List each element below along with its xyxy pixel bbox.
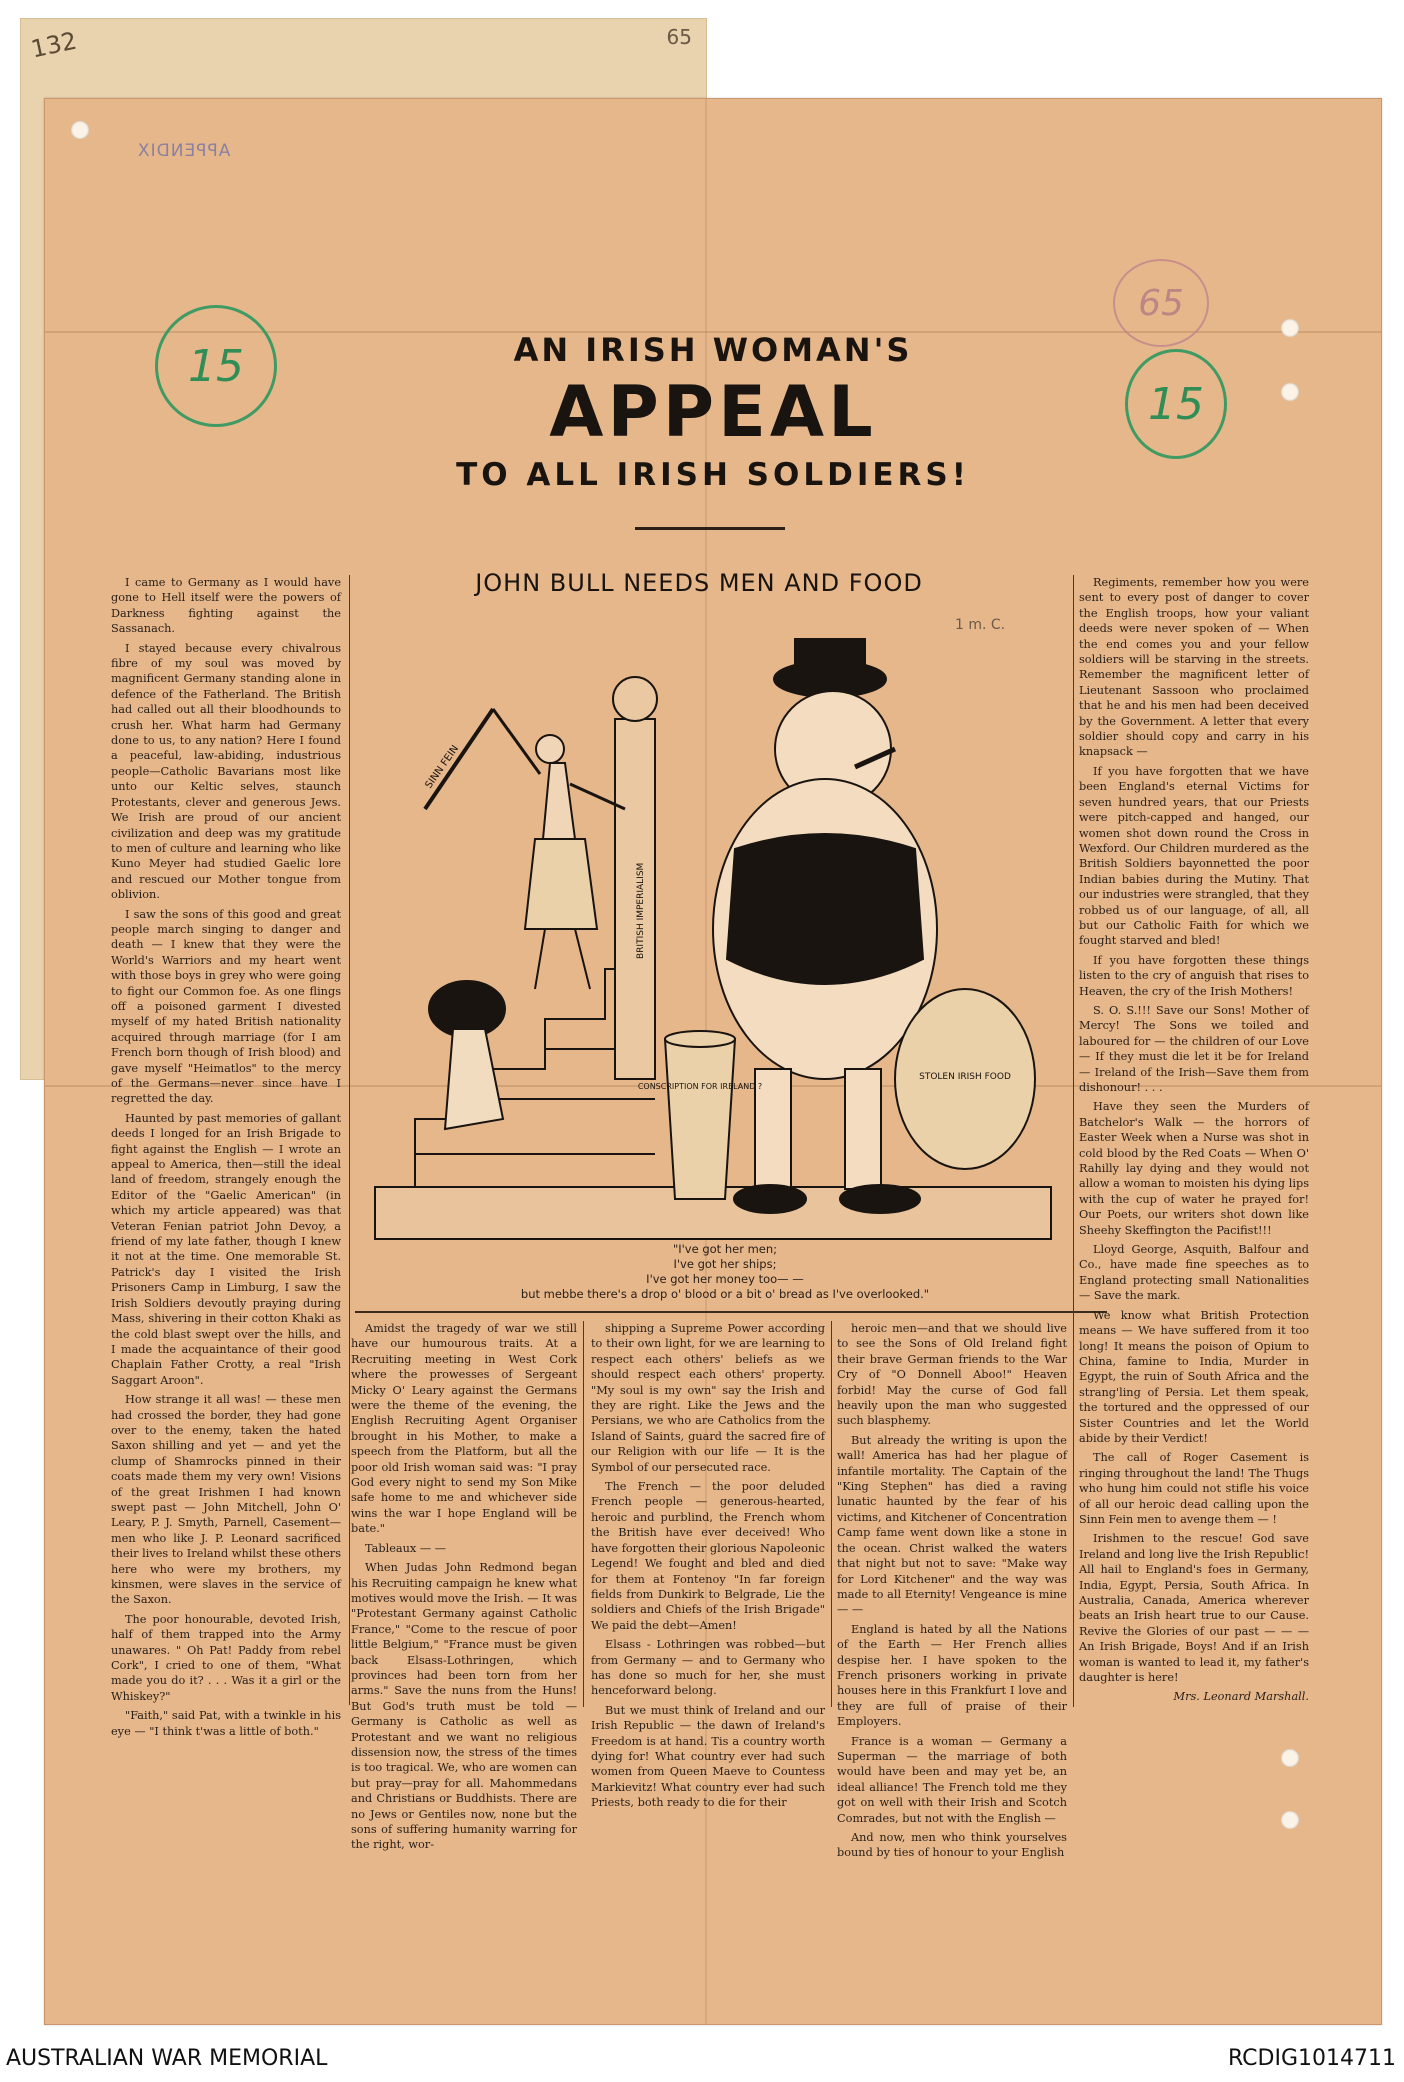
folio-number-left: 132 (28, 26, 80, 64)
paragraph: But already the writing is upon the wall! America has had her plague of infantile mortality. The Captain of the "King Stephen" has died a raving lunatic haunted by the fear of his victims, and Kitchener of Concentration Camp fame went down like a stone in the ocean. Christ walked the waters that night but not to save: "Make way for Lord Kitchener" and the way was made to all Eternity! Vengeance is mine — — (837, 1433, 1067, 1617)
paragraph: We know what British Protection means — We have suffered from it too long! It means the poison of Opium to China, famine to India, Murder in Egypt, the ruin of South Africa and the strang'ling of Persia. Let them speak, the tortured and the oppressed of our Sister Countries and let the World abide by their Verdict! (1079, 1308, 1309, 1445)
paragraph: Irishmen to the rescue! God save Ireland and long live the Irish Republic! All hail to England's foes in Germany, India, Egypt, Persia, South Africa. In Australia, Canada, America wherever beats an Irish heart true to our Cause. Revive the Glories of our past — — — An Irish Brigade, Boys! And if an Irish woman is wanted to lead it, my father's daughter is here! (1079, 1532, 1309, 1685)
paragraph: heroic men—and that we should live to see the Sons of Old Ireland fight their brave German friends to the War Cry of "O Donnell Aboo!" Heaven forbid! May the curse of God fall heavily upon the man who suggested such blasphemy. (837, 1322, 1067, 1428)
skull-top (613, 677, 657, 721)
folio-circle-faint: 65 (1113, 259, 1209, 347)
cartoon-caption (385, 1242, 1065, 1302)
paragraph: Amidst the tragedy of war we still have our humourous traits. At a Recruiting meeting in West Cork where the prowesses of Sergeant Micky O' Leary against the Germans were the theme of the evening, the English Recruiting Agent Organiser brought in his Mother, to make a speech from the Platform, but all the poor old Irish woman said was: "I pray God every night to send my Son Mike safe home to me and whichever side wins the war I hope England will be bate." (351, 1322, 577, 1536)
author-signature: Mrs. Leonard Marshall. (1173, 1690, 1309, 1704)
headline-line-3: TO ALL IRISH SOLDIERS! (456, 457, 970, 493)
paragraph: "Faith," said Pat, with a twinkle in his eye — "I think t'was a little of both." (111, 1709, 341, 1738)
paragraph: shipping a Supreme Power according to their own light, for we are learning to respect each others' beliefs as we should respect each others' property. "My soul is my own" say the Irish and they are right. Like the Jews and the Persians, we who are Catholics from the Island of Saints, guard the sacred fire of our Religion with our life — It is the Symbol of our persecuted race. (591, 1322, 825, 1474)
paragraph: France is a woman — Germany a Superman — the marriage of both would have been and may yet be, an ideal alliance! The French told me they got on well with their Irish and Scotch Comrades, but not with the English — (837, 1734, 1067, 1825)
caption-line: but mebbe there's a drop o' blood or a bit o' bread as I've overlooked." (520, 1287, 930, 1301)
column-rule (349, 575, 350, 1705)
folio-number-right: 65 (666, 25, 692, 49)
woman-dress (525, 839, 597, 929)
paragraph: If you have forgotten that we have been England's eternal Victims for seven hundred years, that our Priests were pitch-capped and hanged, our women shot down round the Cross in Wexford. Our Children murdered as the British Soldiers bayonnetted the poor Indian babies during the Mutiny. That our industries were strangled, that they robbed us of our language, of all, all but our Catholic Faith for which we fought starved and bled! (1079, 764, 1309, 948)
article-column-5 (1079, 575, 1309, 1825)
paragraph: England is hated by all the Nations of the Earth — Her French allies despise her. I have spoken to the French prisoners working in private houses here in this Frankfurt I love and they are full of praise of their Employers. (837, 1622, 1067, 1729)
paragraph: I stayed because every chivalrous fibre of my soul was moved by magnificent Germany standing alone in defence of the Fatherland. The British had called out all their bloodhounds to crush her. What harm had Germany done to us, to any nation? Here I found a peaceful, law-abiding, industrious people—Catholic Bavarians most like unto our Keltic selves, staunch Protestants, clever and generous Jews. We Irish are proud of our ancient civilization and deep was my gratitude to men of culture and learning who like Kuno Meyer had studied Gaelic lore and rescued our Mother tongue from oblivion. (111, 641, 341, 902)
footer-catalogue-id: RCDIG1014711 (1227, 2046, 1396, 2071)
paragraph: When Judas John Redmond began his Recruiting campaign he knew what motives would move the Irish. — It was "Protestant Germany against Catholic France," "Come to the rescue of poor little Belgium," "France must be given back Elsass-Lothringen, which provinces had been torn from her arms." Save the nuns from the Huns! But God's truth must be told — Germany is Catholic as well as Protestant and we want no religious dissension now, the stress of the times is too tragical. We, who are women can but pray—pray for all. Mahommedans and Christians or Buddhists. There are no Jews or Gentiles now, none but the sons of suffering humanity warring for the right, wor- (351, 1561, 577, 1852)
folio-circle-right: 15 (1125, 349, 1227, 459)
headline-line-1: AN IRISH WOMAN'S (513, 331, 913, 369)
paragraph: Lloyd George, Asquith, Balfour and Co., have made fine speeches as to England protecting small Nationalities — Save the mark. (1079, 1243, 1309, 1303)
sack-label: STOLEN IRISH FOOD (919, 1072, 1011, 1082)
headline-appeal: APPEAL (549, 371, 877, 453)
paragraph: I came to Germany as I would have gone to Hell itself were the powers of Darkness fighting against the Sassanach. (111, 576, 341, 636)
paragraph: Haunted by past memories of gallant deeds I longed for an Irish Brigade to fight against the English — I wrote an appeal to America, then—still the ideal land of freedom, strangely enough the Editor of the "Gaelic American" (in which my article appeared) was that Veteran Fenian patriot John Devoy, a friend of my late father, though I knew it not at the time. One memorable St. Patrick's day I visited the Irish Prisoners Camp in Limburg, I saw the Irish Soldiers devoutly praying during Mass, shivering in their cotton Khaki as the cold blast swept over the hills, and I made the acquaintance of their good Chaplain Father Crotty, a real "Irish Saggart Aroon". (111, 1111, 341, 1387)
pencil-mark: 1 m. C. (955, 617, 1006, 633)
paragraph: Elsass - Lothringen was robbed—but from Germany — and to Germany who has done so much for her, she must henceforward belong. (591, 1638, 825, 1698)
paragraph: Regiments, remember how you were sent to every post of danger to cover the English troops, how your valiant deeds were never spoken of — When the end comes you and your fellow soldiers will be starving in the streets. Remember the magnificent letter of Lieutenant Sassoon who proclaimed that he and his men had been deceived by the Government. A letter that every soldier should copy and carry in his knapsack — (1079, 576, 1309, 759)
article-column-4 (837, 1321, 1067, 1860)
paragraph: S. O. S.!!! Save our Sons! Mother of Mercy! The Sons we toiled and laboured for — the children of our Love — If they must die let it be for Ireland — Ireland of the Irish—Save them from dishonour! . . . (1079, 1003, 1309, 1094)
appendix-stamp: APPENDIX (137, 141, 231, 161)
conscription-bucket (665, 1039, 735, 1199)
sword (425, 709, 493, 809)
caption-line: I've got her money too— — (646, 1272, 804, 1286)
article-column-1 (111, 575, 341, 1738)
caption-line: "I've got her men; (672, 1242, 778, 1256)
column-rule (831, 1321, 832, 1707)
caption-line: I've got her ships; (673, 1257, 777, 1271)
article-column-2 (351, 1321, 577, 1852)
cartoon-title: JOHN BULL NEEDS MEN AND FOOD (475, 569, 923, 597)
paragraph: Have they seen the Murders of Batchelor's Walk — the horrors of Easter Week when a Nurse was shot in cold blood by the Red Coats — When O' Rahilly lay dying and they would not allow a woman to moisten his dying lips with the cup of water he prayed for! Our Poets, our writers shot down like Sheehy Skeffington the Pacifist!!! (1079, 1100, 1309, 1237)
punch-hole (71, 121, 89, 139)
woman-head (536, 735, 564, 763)
imperialism-post (615, 719, 655, 1079)
column-rule (1073, 575, 1074, 1707)
footer-institution: AUSTRALIAN WAR MEMORIAL (6, 2046, 328, 2071)
paragraph: And now, men who think yourselves bound by ties of honour to your English (837, 1831, 1067, 1860)
paragraph: I saw the sons of this good and great people march singing to danger and death — I knew that they were the World's Warriors and my heart went with those boys in grey who were going to fight our Common foe. As one flings off a poisoned garment I divested myself of my hated British nationality acquired through marriage (for I am French born though of Irish blood) and gave myself "Heimatlos" to the mercy of the Germans—never since have I regretted the day. (111, 907, 341, 1106)
paragraph: But we must think of Ireland and our Irish Republic — the dawn of Ireland's Freedom is at hand. Tis a country worth dying for! What country ever had such women from Queen Maeve to Countess Markievitz! What country ever had such Priests, both ready to die for their (591, 1703, 825, 1810)
paragraph: The poor honourable, devoted Irish, half of them trapped into the Army unawares. " Oh Pat! Paddy from rebel Cork", I cried to one of them, "What made you do it? . . . Was it a girl or the Whiskey?" (111, 1612, 341, 1703)
bucket-label: CONSCRIPTION FOR IRELAND ? (637, 1082, 763, 1091)
article-column-3 (591, 1321, 825, 1810)
cartoon-bottom-rule (355, 1311, 1107, 1313)
paragraph: How strange it all was! — these men had crossed the border, they had gone over to the enemy, taken the hated Saxon shilling and yet — and yet the clump of Shamrocks pinned in their coats made them my very own! Visions of the great Irishmen I had known swept past — John Mitchell, John O' Leary, P. J. Smyth, Parnell, Casement—men who like J. P. Leonard sacrificed their lives to Ireland whilst these others here who were my brothers, my kinsmen, were slaves in the service of the Saxon. (111, 1393, 341, 1607)
headline-ornament-rule (635, 527, 785, 530)
post-label: BRITISH IMPERIALISM (636, 862, 646, 959)
john-bull-waistcoat (727, 834, 923, 984)
column-rule (583, 1321, 584, 1707)
sword-label: SINN FEIN (423, 743, 462, 791)
newspaper-sheet (44, 98, 1382, 2025)
folio-circle-left: 15 (155, 305, 277, 427)
paragraph: If you have forgotten these things listen to the cry of anguish that rises to Heaven, the cry of the Irish Mothers! (1079, 953, 1309, 998)
kneeling-woman-body (445, 1029, 503, 1129)
paragraph: The call of Roger Casement is ringing throughout the land! The Thugs who hung him could not stifle his voice of all our heroic dead calling upon the Sinn Fein men to avenge them — ! (1079, 1451, 1309, 1526)
paragraph: Tableaux — — (365, 1541, 447, 1555)
paragraph: The French — the poor deluded French people — generous-hearted, heroic and purblind, the French whom the British have ever deceived! Who have forgotten their glorious Napoleonic Legend! We fought and bled and died for them at Fontenoy "In far foreign fields from Dunkirk to Belgrade, Lie the soldiers and Chiefs of the Irish Brigade" We paid the debt—Amen! (591, 1480, 825, 1632)
cartoon-illustration (375, 599, 1051, 1239)
